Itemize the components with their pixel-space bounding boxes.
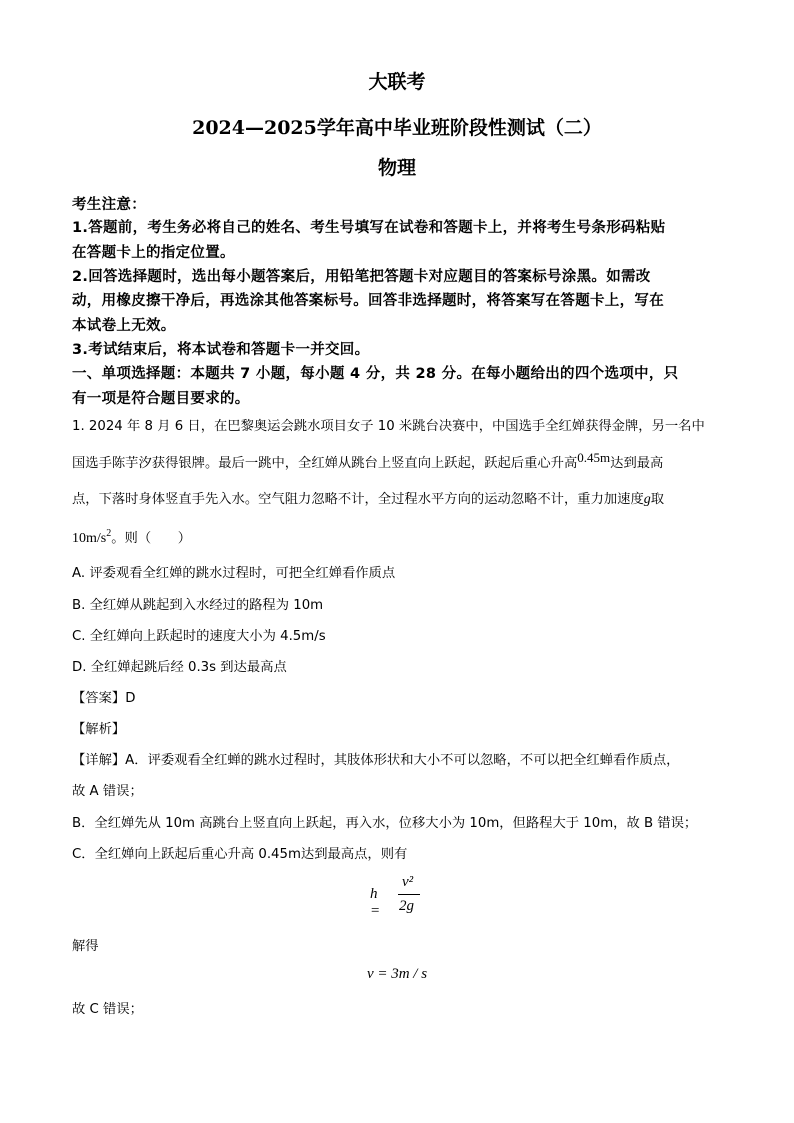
analysis-conclusion: 故 C 错误； bbox=[72, 1002, 143, 1017]
analysis-label: 【解析】 bbox=[72, 722, 126, 737]
notice-line: 3.考试结束后，将本试卷和答题卡一并交回。 bbox=[72, 342, 370, 358]
answer-value: D bbox=[125, 691, 136, 706]
height-value: 0.45m bbox=[577, 450, 611, 465]
analysis-detail-line: B．全红婵先从 10m 高跳台上竖直向上跃起，再入水，位移大小为 10m，但路程大于 10m，故 B 错误； bbox=[72, 816, 698, 831]
velocity-result: v = 3m / s bbox=[366, 966, 428, 982]
option-d: D. 全红婵起跳后经 0.3s 到达最高点 bbox=[72, 660, 287, 675]
answer-line bbox=[72, 687, 135, 706]
notice-line: 2.回答选择题时，选出每小题答案后，用铅笔把答题卡对应题目的答案标号涂黑。如需改 bbox=[72, 269, 651, 285]
question-text: 。则（ ） bbox=[111, 531, 192, 546]
option-c: C. 全红婵向上跃起时的速度大小为 4.5m/s bbox=[72, 629, 326, 644]
notice-line: 1.答题前，考生务必将自己的姓名、考生号填写在试卷和答题卡上，并将考生号条形码粘贴 bbox=[72, 220, 666, 236]
question-text: 达到最高 bbox=[610, 456, 664, 471]
solve-label: 解得 bbox=[72, 939, 99, 954]
notice-heading: 考生注意： bbox=[72, 197, 146, 213]
option-a: A. 评委观看全红婵的跳水过程时，可把全红婵看作质点 bbox=[72, 566, 396, 581]
fraction-bar bbox=[398, 894, 420, 895]
formula-numerator: v² bbox=[402, 874, 414, 890]
question-text: 国选手陈芋汐获得银牌。最后一跳中，全红婵从跳台上竖直向上跃起，跃起后重心升高 bbox=[72, 456, 578, 471]
notice-line: 动，用橡皮擦干净后，再选涂其他答案标号。回答非选择题时，将答案写在答题卡上，写在 bbox=[72, 293, 664, 309]
question-stem-line: 1. 2024 年 8 月 6 日，在巴黎奥运会跳水项目女子 10 米跳台决赛中，中国选手全红婵获得金牌，另一名中 bbox=[72, 419, 705, 434]
exam-series-title: 大联考 bbox=[368, 71, 426, 93]
question-text: 取 bbox=[650, 492, 665, 507]
answer-label: 【答案】 bbox=[72, 691, 126, 706]
formula-lhs: h = bbox=[370, 886, 381, 919]
question-stem-line bbox=[72, 488, 664, 508]
option-b: B. 全红婵从跳起到入水经过的路程为 10m bbox=[72, 598, 324, 613]
notice-line: 在答题卡上的指定位置。 bbox=[72, 245, 235, 261]
formula-denominator: 2g bbox=[399, 898, 414, 914]
section-heading: 一、单项选择题：本题共 7 小题，每小题 4 分，共 28 分。在每小题给出的四个选项中，只 bbox=[72, 366, 679, 382]
gravity-symbol: g bbox=[643, 492, 651, 507]
analysis-detail-line: C．全红婵向上跃起后重心升高 0.45m达到最高点，则有 bbox=[72, 847, 408, 862]
analysis-detail-line: 故 A 错误； bbox=[72, 784, 143, 799]
subject-title: 物理 bbox=[377, 157, 416, 179]
gravity-value: 10m/s bbox=[72, 531, 107, 546]
gravity-exponent: 2 bbox=[106, 528, 112, 539]
question-stem-line bbox=[72, 527, 191, 547]
exam-title: 2024—2025学年高中毕业班阶段性测试（二） bbox=[192, 117, 602, 139]
notice-line: 本试卷上无效。 bbox=[72, 318, 176, 334]
question-stem-line bbox=[72, 452, 663, 471]
question-text: 点，下落时身体竖直手先入水。空气阻力忽略不计，全过程水平方向的运动忽略不计，重力加速度 bbox=[72, 492, 644, 507]
analysis-detail-line: 【详解】A．评委观看全红蝉的跳水过程时，其肢体形状和大小不可以忽略，不可以把全红蝉看作质点， bbox=[72, 753, 680, 768]
section-heading-cont: 有一项是符合题目要求的。 bbox=[72, 391, 250, 407]
